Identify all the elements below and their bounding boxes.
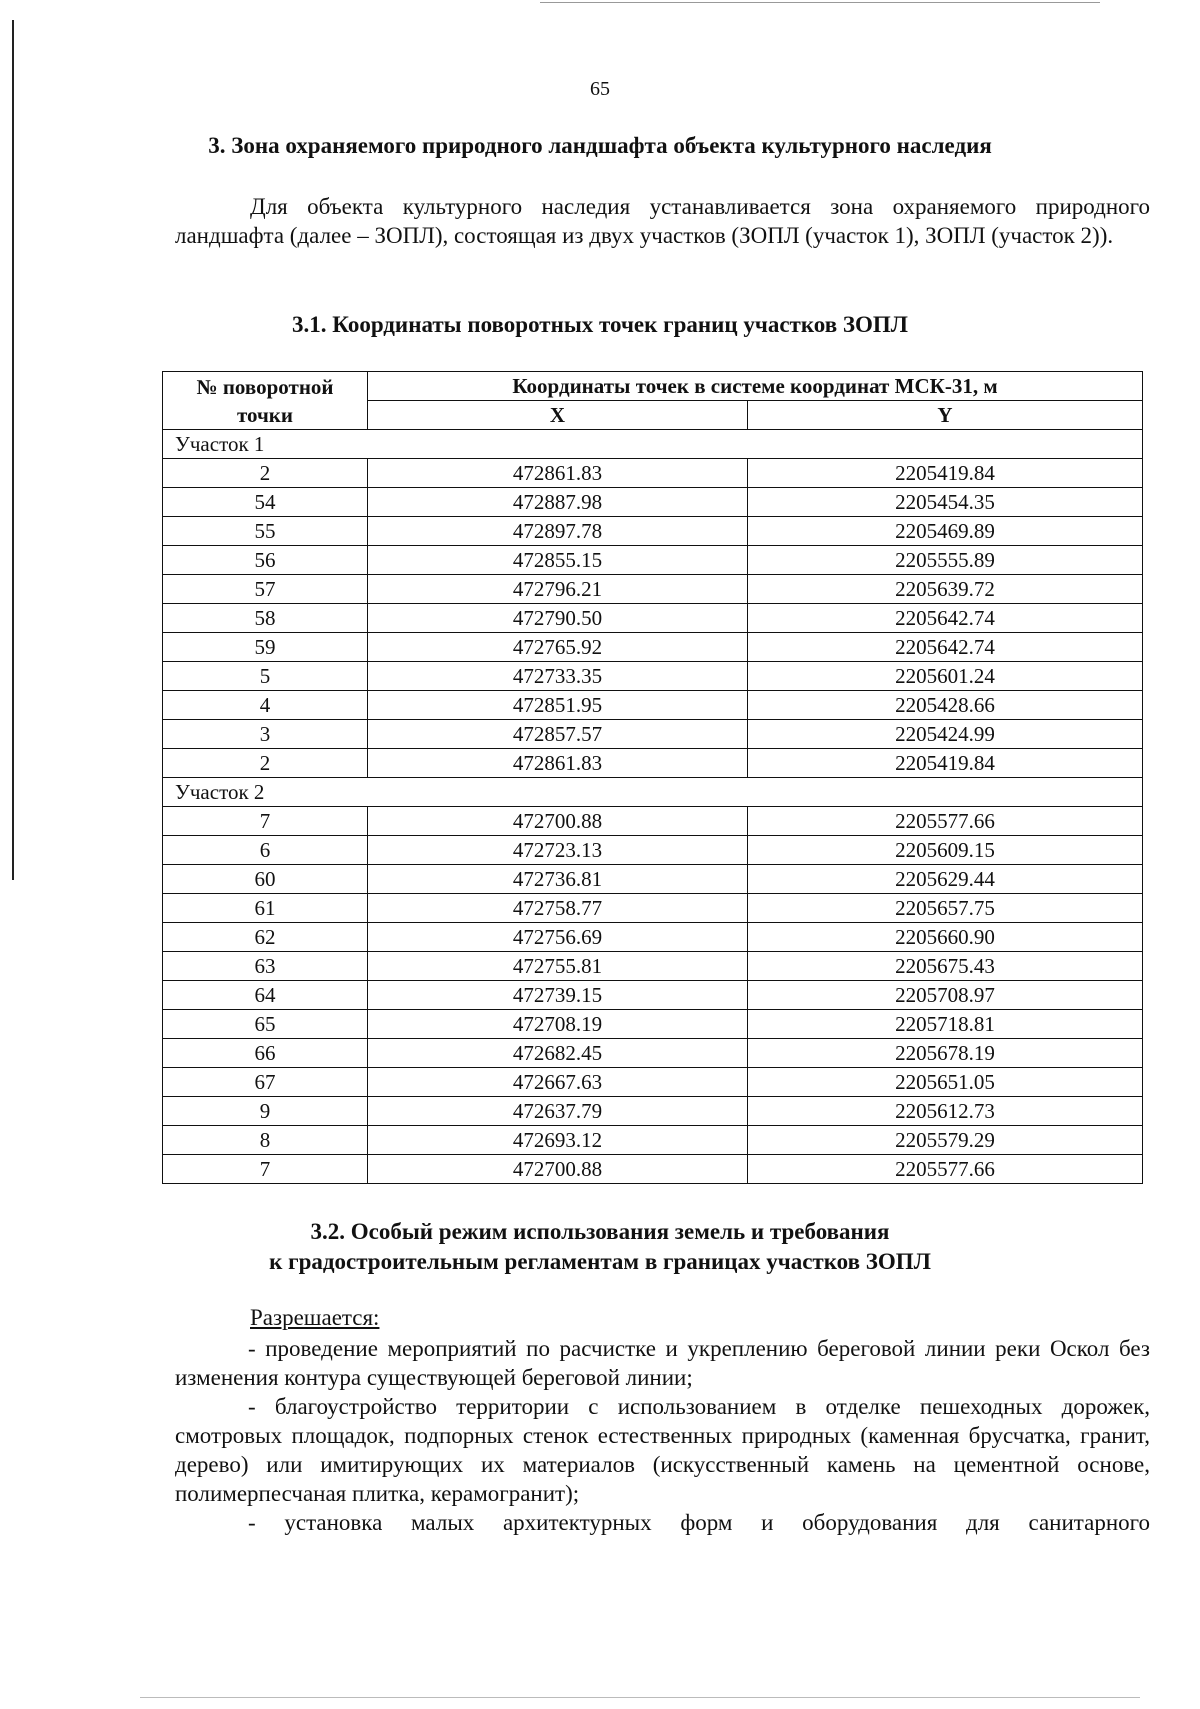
y-cell: 2205657.75 [748, 894, 1143, 923]
table-row [163, 1010, 1143, 1039]
y-cell: 2205419.84 [748, 459, 1143, 488]
x-cell: 472861.83 [368, 749, 748, 778]
y-cell: 2205642.74 [748, 633, 1143, 662]
y-cell: 2205469.89 [748, 517, 1143, 546]
allowed-item: - установка малых архитектурных форм и оборудования для санитарного [248, 1510, 1150, 1535]
table-row [163, 981, 1143, 1010]
point-number-cell: 2 [163, 459, 368, 488]
y-cell: 2205675.43 [748, 952, 1143, 981]
y-cell: 2205601.24 [748, 662, 1143, 691]
y-cell: 2205454.35 [748, 488, 1143, 517]
point-number-cell: 9 [163, 1097, 368, 1126]
point-number-cell: 62 [163, 923, 368, 952]
x-cell: 472667.63 [368, 1068, 748, 1097]
y-cell: 2205424.99 [748, 720, 1143, 749]
x-cell: 472736.81 [368, 865, 748, 894]
table-row [163, 1068, 1143, 1097]
point-number-cell: 63 [163, 952, 368, 981]
table-row [163, 749, 1143, 778]
point-number-cell: 57 [163, 575, 368, 604]
x-cell: 472758.77 [368, 894, 748, 923]
header-y: Y [748, 401, 1143, 430]
header-x: X [368, 401, 748, 430]
x-cell: 472693.12 [368, 1126, 748, 1155]
point-number-cell: 66 [163, 1039, 368, 1068]
point-number-cell: 64 [163, 981, 368, 1010]
table-row [163, 720, 1143, 749]
x-cell: 472700.88 [368, 1155, 748, 1184]
coordinates-table-body [163, 430, 1143, 1184]
x-cell: 472723.13 [368, 836, 748, 865]
x-cell: 472733.35 [368, 662, 748, 691]
point-number-cell: 5 [163, 662, 368, 691]
x-cell: 472637.79 [368, 1097, 748, 1126]
table-row [163, 865, 1143, 894]
table-row [163, 1126, 1143, 1155]
table-row [163, 836, 1143, 865]
point-number-cell: 60 [163, 865, 368, 894]
y-cell: 2205708.97 [748, 981, 1143, 1010]
x-cell: 472682.45 [368, 1039, 748, 1068]
point-number-cell: 7 [163, 1155, 368, 1184]
table-row [163, 923, 1143, 952]
y-cell: 2205428.66 [748, 691, 1143, 720]
header-point-number: № поворотной точки [163, 372, 368, 430]
point-number-cell: 65 [163, 1010, 368, 1039]
section-label: Участок 2 [163, 778, 1143, 807]
table-row [163, 633, 1143, 662]
y-cell: 2205678.19 [748, 1039, 1143, 1068]
point-number-cell: 3 [163, 720, 368, 749]
x-cell: 472700.88 [368, 807, 748, 836]
y-cell: 2205639.72 [748, 575, 1143, 604]
table-row [163, 894, 1143, 923]
point-number-cell: 4 [163, 691, 368, 720]
table-row [163, 546, 1143, 575]
coordinates-table [162, 371, 1143, 1184]
page-number: 65 [590, 78, 610, 100]
y-cell: 2205577.66 [748, 807, 1143, 836]
x-cell: 472790.50 [368, 604, 748, 633]
table-row [163, 488, 1143, 517]
table-row [163, 575, 1143, 604]
y-cell: 2205660.90 [748, 923, 1143, 952]
scan-bottom-line [140, 1697, 1140, 1698]
table-row [163, 1155, 1143, 1184]
x-cell: 472756.69 [368, 923, 748, 952]
point-number-cell: 8 [163, 1126, 368, 1155]
point-number-cell: 6 [163, 836, 368, 865]
section-3-2-title-line1: 3.2. Особый режим использования земель и требования [310, 1219, 890, 1244]
x-cell: 472796.21 [368, 575, 748, 604]
allowed-item: - благоустройство территории с использованием в отделке пешеходных дорожек, смотровых площадок, подпорных стенок естественных природных (каменная брусчатка, гранит, дерево) или имитирующих их материалов (искусственный камень на цементной основе, полимерпесчаная плитка, керамогранит); [175, 1394, 1150, 1506]
coordinates-table-wrapper [162, 371, 1142, 1184]
point-number-cell: 2 [163, 749, 368, 778]
point-number-cell: 58 [163, 604, 368, 633]
table-row [163, 459, 1143, 488]
x-cell: 472861.83 [368, 459, 748, 488]
table-section-row [163, 430, 1143, 459]
point-number-cell: 55 [163, 517, 368, 546]
x-cell: 472855.15 [368, 546, 748, 575]
table-section-row [163, 778, 1143, 807]
x-cell: 472765.92 [368, 633, 748, 662]
y-cell: 2205555.89 [748, 546, 1143, 575]
x-cell: 472887.98 [368, 488, 748, 517]
y-cell: 2205718.81 [748, 1010, 1143, 1039]
point-number-cell: 56 [163, 546, 368, 575]
y-cell: 2205609.15 [748, 836, 1143, 865]
table-row [163, 1039, 1143, 1068]
section-3-title: 3. Зона охраняемого природного ландшафта объекта культурного наследия [208, 133, 992, 158]
header-coordinates: Координаты точек в системе координат МСК-31, м [368, 372, 1143, 401]
point-number-cell: 59 [163, 633, 368, 662]
table-row [163, 952, 1143, 981]
table-row [163, 1097, 1143, 1126]
section-3-intro: Для объекта культурного наследия устанавливается зона охраняемого природного ландшафта (далее – ЗОПЛ), состоящая из двух участков (ЗОПЛ (участок 1), ЗОПЛ (участок 2)). [175, 194, 1150, 248]
table-row [163, 604, 1143, 633]
section-3-1-title: 3.1. Координаты поворотных точек границ участков ЗОПЛ [292, 312, 908, 337]
y-cell: 2205577.66 [748, 1155, 1143, 1184]
x-cell: 472755.81 [368, 952, 748, 981]
point-number-cell: 54 [163, 488, 368, 517]
x-cell: 472857.57 [368, 720, 748, 749]
x-cell: 472897.78 [368, 517, 748, 546]
y-cell: 2205579.29 [748, 1126, 1143, 1155]
y-cell: 2205629.44 [748, 865, 1143, 894]
table-row [163, 517, 1143, 546]
point-number-cell: 7 [163, 807, 368, 836]
y-cell: 2205642.74 [748, 604, 1143, 633]
allowed-label: Разрешается: [250, 1305, 380, 1330]
section-label: Участок 1 [163, 430, 1143, 459]
allowed-item: - проведение мероприятий по расчистке и укреплению береговой линии реки Оскол без изменения контура существующей береговой линии; [175, 1336, 1150, 1390]
y-cell: 2205651.05 [748, 1068, 1143, 1097]
table-row [163, 807, 1143, 836]
point-number-cell: 61 [163, 894, 368, 923]
y-cell: 2205612.73 [748, 1097, 1143, 1126]
x-cell: 472851.95 [368, 691, 748, 720]
y-cell: 2205419.84 [748, 749, 1143, 778]
x-cell: 472708.19 [368, 1010, 748, 1039]
table-row [163, 662, 1143, 691]
allowed-list [175, 1334, 1150, 1537]
x-cell: 472739.15 [368, 981, 748, 1010]
section-3-2-title-line2: к градостроительным регламентам в границах участков ЗОПЛ [269, 1249, 931, 1274]
scan-top-line [540, 2, 1100, 3]
table-row [163, 691, 1143, 720]
point-number-cell: 67 [163, 1068, 368, 1097]
